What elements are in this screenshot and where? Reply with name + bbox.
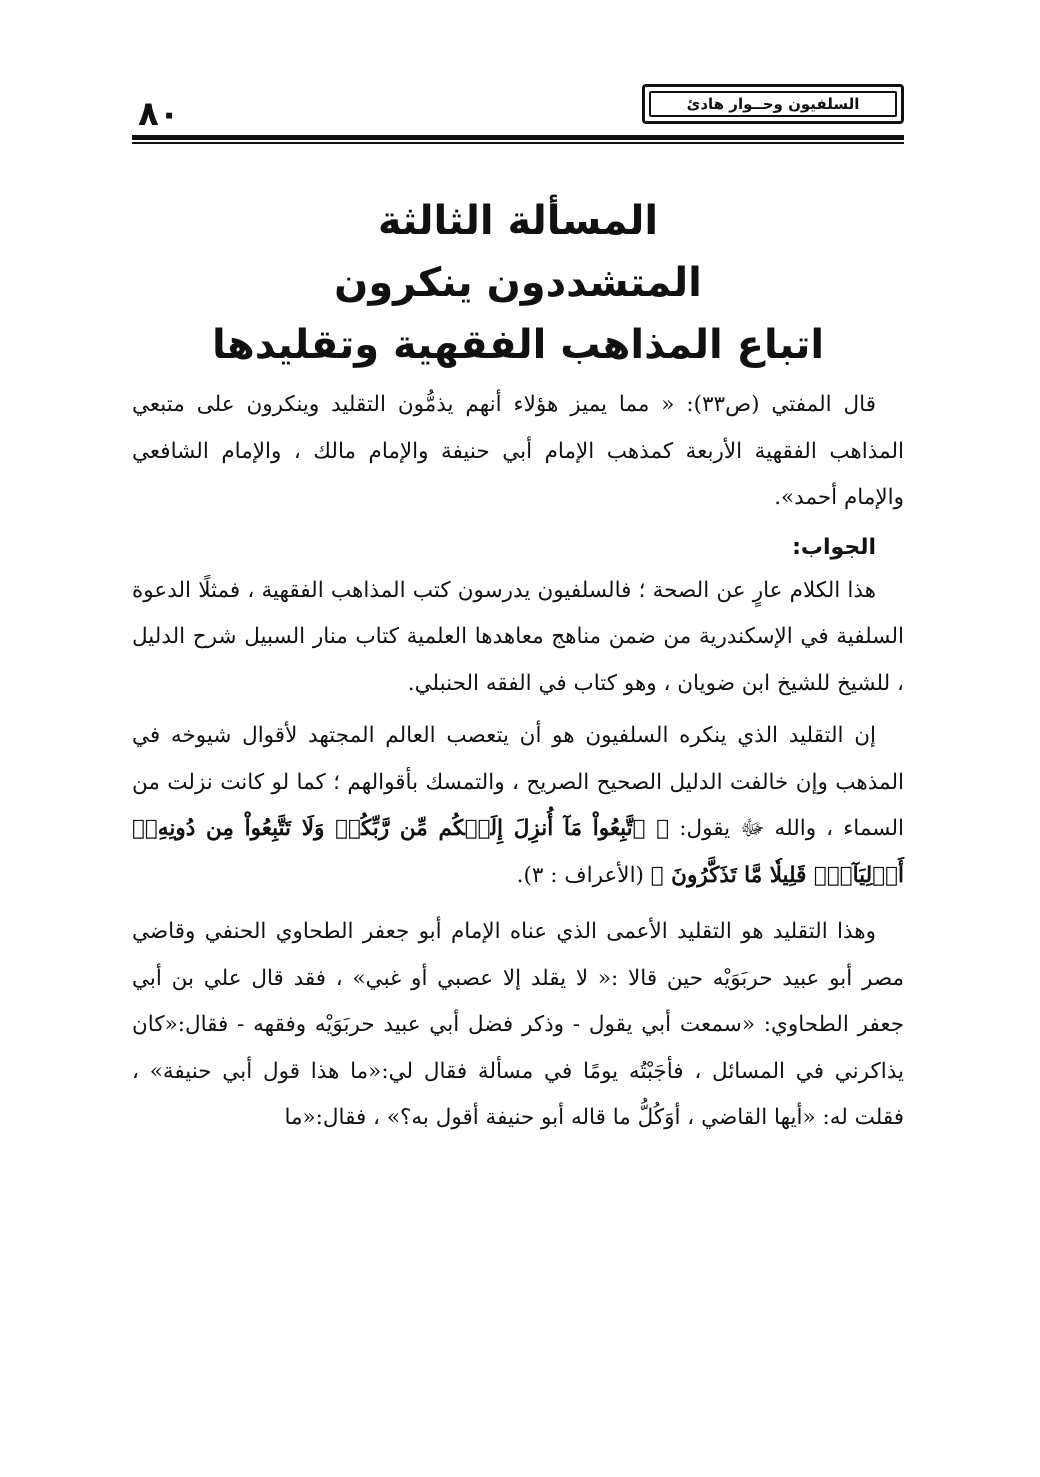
paragraph-answer — [132, 568, 904, 708]
paragraph-mufti-quote — [132, 382, 904, 522]
paragraph-blind-taqlid — [132, 909, 904, 1142]
chapter-titles — [132, 190, 904, 376]
verse-reference: (الأعراف : ٣). — [516, 862, 651, 888]
paragraph-text: إن التقليد الذي ينكره السلفيون هو أن يتعصب العالم المجتهد لأقوال شيوخه في المذهب وإن خالفت الدليل الصحيح الصريح ، والتمسك بأقوالهم ؛ كما لو كانت نزلت من السماء ، والله ﷻ يقول: — [132, 723, 904, 841]
section-subtitle: المتشددون ينكرون — [334, 260, 702, 306]
spacer — [132, 899, 904, 909]
section-title: المسألة الثالثة — [377, 198, 659, 244]
paragraph-text: قال المفتي (ص٣٣): « مما يميز هؤلاء أنهم يذمُّون التقليد وينكرون على متبعي المذاهب الفقهية الأربعة كمذهب الإمام أبي حنيفة والإمام مالك ، والإمام الشافعي والإمام أحمد». — [132, 392, 904, 510]
running-title-frame — [642, 84, 904, 124]
paragraph-text: هذا الكلام عارٍ عن الصحة ؛ فالسلفيون يدرسون كتب المذاهب الفقهية ، فمثلًا الدعوة السلفية في الإسكندرية من ضمن مناهج معاهدها العلمية كتاب منار السبيل شرح الدليل ، للشيخ للشيخ ابن ضويان ، وهو كتاب في الفقه الحنبلي. — [132, 577, 904, 696]
paragraph-text: وهذا التقليد هو التقليد الأعمى الذي عناه الإمام أبو جعفر الطحاوي الحنفي وقاضي مصر أبو عبيد حربَوَيْه حين قالا :« لا يقلد إلا عصبي أو غبي» ، فقد قال علي بن أبي جعفر الطحاوي: «سمعت أبي يقول - وذكر فضل أبي عبيد حربَوَيْه وفقهه - فقال:«كان يذاكرني في المسائل ، فأجَبْتُه يومًا في مسألة فقال لي:«ما هذا قول أبي حنيفة» ، فقلت له: «أيها القاضي ، أوَكُلُّ ما قاله أبو حنيفة أقول به؟» ، فقال:«ما — [132, 919, 904, 1130]
section-subtitle-2: اتباع المذاهب الفقهية وتقليدها — [211, 322, 825, 368]
answer-heading: الجواب: — [792, 534, 876, 560]
header-rule-thick — [132, 135, 904, 140]
header-rule-thin — [132, 142, 904, 144]
page-number: ٨٠ — [138, 94, 180, 134]
page-header — [132, 84, 904, 146]
paragraph-taqlid — [132, 713, 904, 899]
running-title: السلفيون وحــوار هادئ — [649, 91, 897, 117]
quran-verse: ﴿ ٱتَّبِعُواْ مَآ أُنزِلَ إِلَيۡكُم مِّن رَّبِّكُمۡ وَلَا تَتَّبِعُواْ مِن دُونِهِۦٓ أَوۡلِيَآءَۗ قَلِيلٗا مَّا تَذَكَّرُونَ ﴾ — [132, 816, 904, 888]
body-text — [132, 382, 904, 1142]
